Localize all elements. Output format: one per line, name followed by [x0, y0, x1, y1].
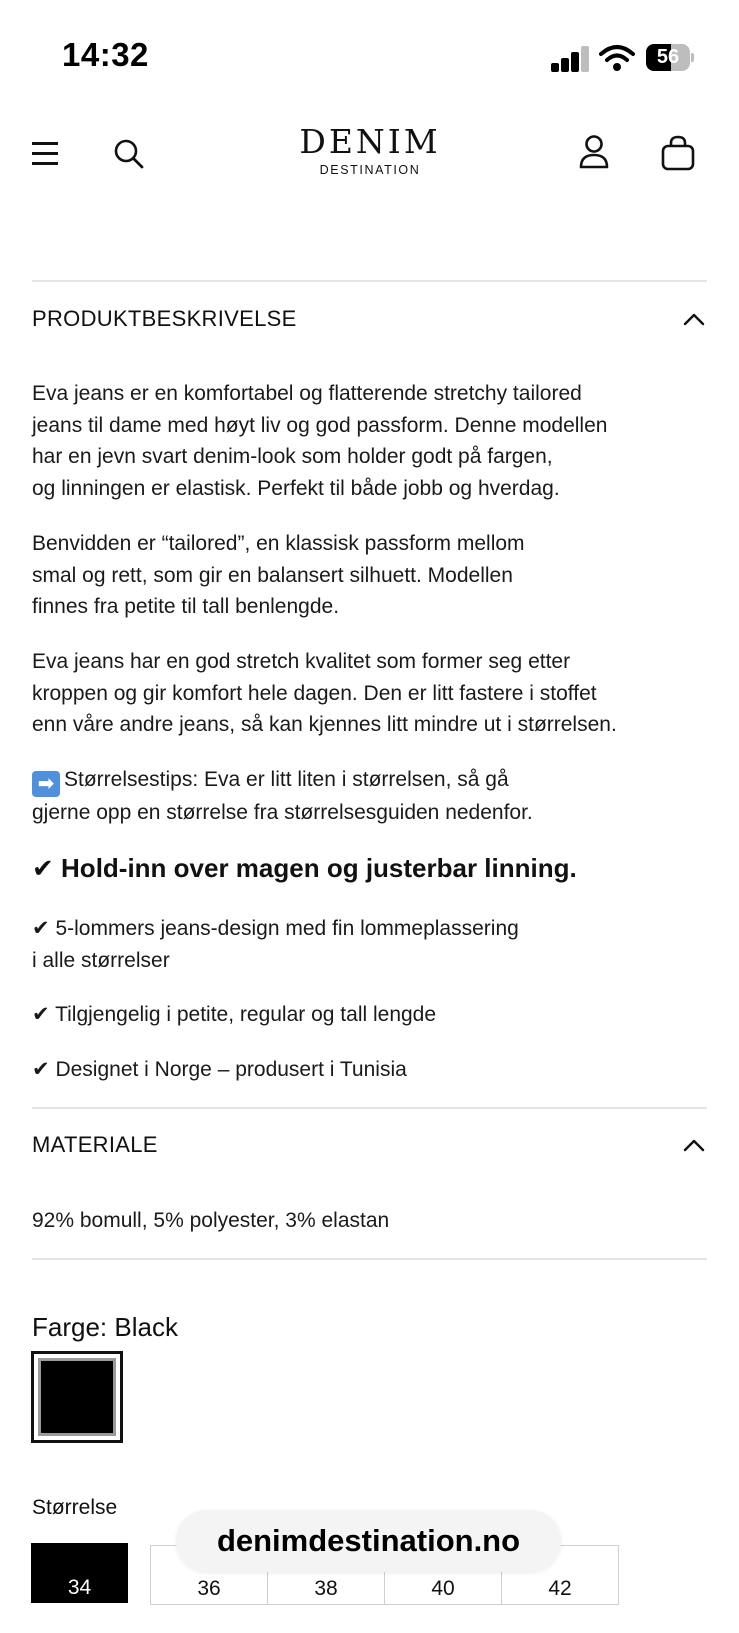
color-label: Farge: Black [32, 1312, 178, 1342]
check-icon: ✔ [32, 917, 50, 940]
logo-subtitle: DESTINATION [319, 163, 421, 177]
size-option-40[interactable]: 40 [384, 1545, 502, 1605]
size-tip: ➡ Størrelsestips: Eva er litt liten i størrelsen, så gå gjerne opp en størrelse fra størrelsesguiden nedenfor. [32, 768, 533, 824]
check-icon: ✔ [32, 1058, 50, 1081]
logo-wordmark: DENIM [299, 122, 441, 161]
feature-item: ✔ 5-lommers jeans-design med fin lommeplassering i alle størrelser [32, 917, 519, 972]
feature-item: ✔ Tilgjengelig i petite, regular og tall lengde [32, 1003, 437, 1026]
cart-icon[interactable] [660, 134, 696, 172]
browser-address-bar[interactable]: denimdestination.no [176, 1510, 561, 1572]
size-option-36[interactable]: 36 [150, 1545, 268, 1605]
cellular-signal-icon [551, 44, 591, 72]
section-divider [32, 1258, 707, 1260]
wifi-icon [599, 44, 635, 72]
battery-icon [646, 44, 694, 71]
menu-icon[interactable] [32, 142, 58, 164]
check-icon: ✔ [32, 1003, 50, 1026]
size-option-42[interactable]: 42 [501, 1545, 619, 1605]
size-option-38[interactable]: 38 [267, 1545, 385, 1605]
section-divider [32, 280, 707, 282]
accordion-header-material[interactable]: MATERIALE [32, 1132, 158, 1157]
status-time: 14:32 [62, 36, 149, 73]
accordion-header-product-description[interactable]: PRODUKTBESKRIVELSE [32, 306, 297, 331]
section-divider [32, 1107, 707, 1109]
battery-level: 56 [656, 46, 680, 68]
feature-item: ✔ Designet i Norge – produsert i Tunisia [32, 1058, 407, 1081]
account-icon[interactable] [578, 134, 610, 170]
chevron-up-icon[interactable] [683, 312, 705, 326]
feature-highlight: ✔ Hold-inn over magen og justerbar linning. [32, 853, 577, 883]
description-paragraph: Benvidden er “tailored”, en klassisk passform mellom smal og rett, som gir en balansert silhuett. Modellen finnes fra petite til tall benlengde. [32, 532, 525, 618]
size-option-34[interactable]: 34 [31, 1543, 128, 1603]
color-swatch-black[interactable] [31, 1351, 123, 1443]
description-paragraph: Eva jeans er en komfortabel og flatterende stretchy tailored jeans til dame med høyt liv og god passform. Denne modellen har en jevn svart denim-look som holder godt på fargen, og linningen er elastisk. Perfekt til både jobb og hverdag. [32, 382, 608, 500]
material-composition: 92% bomull, 5% polyester, 3% elastan [32, 1209, 390, 1232]
right-arrow-icon: ➡ [32, 771, 60, 797]
check-icon: ✔ [32, 853, 54, 883]
size-label: Størrelse [32, 1496, 118, 1519]
chevron-up-icon[interactable] [683, 1138, 705, 1152]
brand-logo[interactable] [270, 124, 470, 178]
search-icon[interactable] [113, 138, 145, 170]
description-paragraph: Eva jeans har en god stretch kvalitet som former seg etter kroppen og gir komfort hele dagen. Den er litt fastere i stoffet enn våre andre jeans, så kan kjennes litt mindre ut i størrelsen. [32, 650, 617, 736]
